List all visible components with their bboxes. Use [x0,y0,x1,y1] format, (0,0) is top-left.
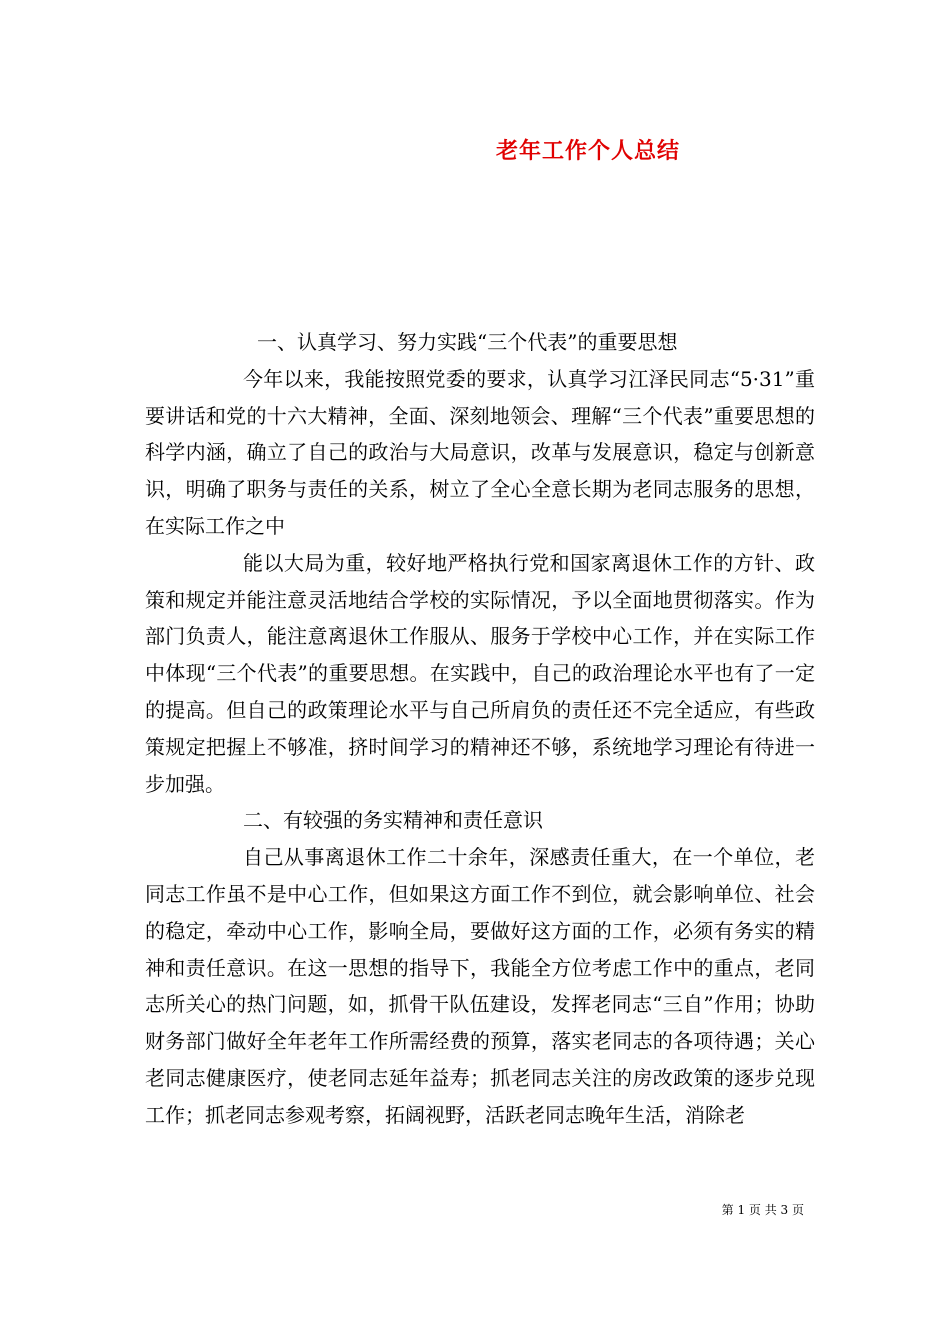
page-footer [0,1201,950,1218]
page-title: 老年工作个人总结 [495,138,680,164]
section-heading-1: 一、认真学习、努力实践“三个代表”的重要思想 [257,330,678,354]
section-heading-2: 二、有较强的务实精神和责任意识 [243,808,543,833]
page-indicator: 第 1 页 共 3 页 [721,1203,804,1217]
paragraph-2: 能以大局为重，较好地严格执行党和国家离退休工作的方针、政策和规定并能注意灵活地结合学校的实际情况，予以全面地贯彻落实。作为部门负责人，能注意离退休工作服从、服务于学校中心工作，并在实际工作中体现“三个代表”的重要思想。在实践中，自己的政治理论水平也有了一定的提高。但自己的政策理论水平与自己所肩负的责任还不完全适应，有些政策规定把握上不够准，挤时间学习的精神还不够，系统地学习理论有待进一步加强。 [145,550,815,796]
paragraph-1: 今年以来，我能按照党委的要求，认真学习江泽民同志“5·31”重要讲话和党的十六大精神，全面、深刻地领会、理解“三个代表”重要思想的科学内涵，确立了自己的政治与大局意识，改革与发展意识，稳定与创新意识，明确了职务与责任的关系，树立了全心全意长期为老同志服务的思想，在实际工作之中 [145,366,815,538]
paragraph-3: 自己从事离退休工作二十余年，深感责任重大，在一个单位，老同志工作虽不是中心工作，但如果这方面工作不到位，就会影响单位、社会的稳定，牵动中心工作，影响全局，要做好这方面的工作，必须有务实的精神和责任意识。在这一思想的指导下，我能全方位考虑工作中的重点，老同志所关心的热门问题，如，抓骨干队伍建设，发挥老同志“三自”作用；协助财务部门做好全年老年工作所需经费的预算，落实老同志的各项待遇；关心老同志健康医疗，使老同志延年益寿；抓老同志关注的房改政策的逐步兑现工作；抓老同志参观考察，拓阔视野，活跃老同志晚年生活，消除老 [145,845,815,1127]
document-body [145,324,815,1134]
